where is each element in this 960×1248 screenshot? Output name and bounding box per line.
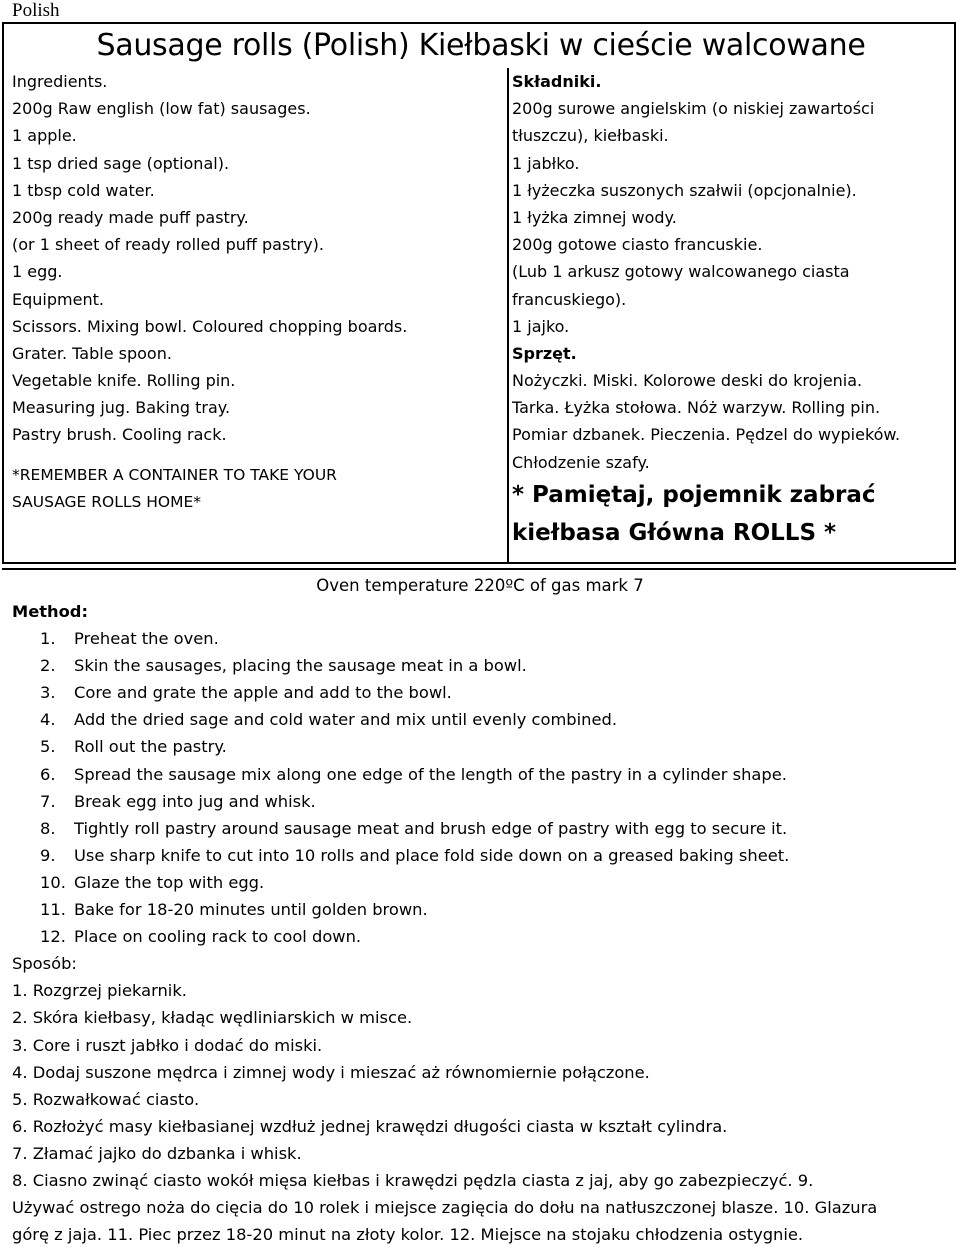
method-heading: Method: (12, 602, 88, 621)
equipment-line-pl: Tarka. Łyżka stołowa. Nóż warzyw. Rolling pin. (512, 398, 881, 418)
ingredient-line: Ingredients. (12, 72, 108, 91)
recipe-title: Sausage rolls (Polish) Kiełbaski w cieście walcowane (96, 28, 866, 63)
equipment-line-pl: Nożyczki. Miski. Kolorowe deski do krojenia. (512, 371, 863, 391)
ingredient-line-pl: 200g surowe angielskim (o niskiej zawartości (512, 99, 875, 119)
equipment-line: Vegetable knife. Rolling pin. (12, 371, 236, 391)
step-text: Preheat the oven. (74, 629, 219, 649)
step-number: 4. (40, 710, 56, 730)
method-step (12, 788, 952, 815)
sposob-line: 4. Dodaj suszone mędrca i zimnej wody i mieszać aż równomiernie połączone. (12, 1062, 650, 1082)
ingredient-line: 200g ready made puff pastry. (12, 207, 249, 227)
step-number: 7. (40, 791, 56, 811)
ingredients-polish (512, 68, 952, 552)
recipe-box (2, 22, 956, 564)
remember-note-english (12, 462, 502, 516)
sposob-line: 6. Rozłożyć masy kiełbasianej wzdłuż jednej krawędzi długości ciasta w kształt cylindra. (12, 1116, 728, 1136)
equipment-line-pl: Pomiar dzbanek. Pieczenia. Pędzel do wypieków. (512, 425, 901, 445)
ingredient-line-pl: (Lub 1 arkusz gotowy walcowanego ciasta (512, 262, 850, 282)
column-divider (507, 68, 509, 562)
method-step (12, 896, 952, 923)
step-text: Tightly roll pastry around sausage meat and brush edge of pastry with egg to secure it. (74, 818, 788, 838)
equipment-line-pl: Chłodzenie szafy. (512, 452, 650, 472)
step-number: 11. (40, 900, 66, 920)
ingredient-line: 1 egg. (12, 262, 63, 282)
step-number: 1. (40, 629, 56, 649)
ingredient-line: 1 tsp dried sage (optional). (12, 153, 230, 173)
step-text: Use sharp knife to cut into 10 rolls and place fold side down on a greased baking sheet. (74, 845, 790, 865)
method-step (12, 679, 952, 706)
remember-note-polish: * Pamiętaj, pojemnik zabrać (512, 481, 876, 508)
ingredient-line-pl: 1 łyżka zimnej wody. (512, 207, 677, 227)
step-number: 9. (40, 845, 56, 865)
ingredient-line-pl: tłuszczu), kiełbaski. (512, 126, 669, 146)
step-text: Place on cooling rack to cool down. (74, 927, 362, 947)
ingredient-line: 1 apple. (12, 126, 77, 146)
sposob-line: górę z jaja. 11. Piec przez 18-20 minut na złoty kolor. 12. Miejsce na stojaku chłodzenia ostygnie. (12, 1225, 804, 1245)
equipment-line: Grater. Table spoon. (12, 343, 172, 363)
step-number: 12. (40, 927, 66, 947)
ingredient-line: 1 tbsp cold water. (12, 180, 155, 200)
step-text: Add the dried sage and cold water and mix until evenly combined. (74, 710, 618, 730)
method-step (12, 923, 952, 950)
language-label: Polish (12, 0, 60, 21)
method-step (12, 706, 952, 733)
oven-temperature: Oven temperature 220ºC of gas mark 7 (316, 576, 644, 595)
sposob-line: 3. Core i ruszt jabłko i dodać do miski. (12, 1035, 323, 1055)
sposob-line: 7. Złamać jajko do dzbanka i whisk. (12, 1143, 302, 1163)
ingredient-line-pl: 1 jajko. (512, 316, 570, 336)
remember-line: SAUSAGE ROLLS HOME* (12, 492, 202, 511)
sposob-line: 1. Rozgrzej piekarnik. (12, 981, 187, 1001)
step-text: Break egg into jug and whisk. (74, 791, 316, 811)
ingredient-line-pl: francuskiego). (512, 289, 627, 309)
ingredients-english (12, 68, 502, 516)
step-number: 5. (40, 737, 56, 757)
section-divider (2, 568, 956, 570)
remember-note-polish: kiełbasa Główna ROLLS * (512, 519, 837, 546)
method-step (12, 761, 952, 788)
step-text: Spread the sausage mix along one edge of the length of the pastry in a cylinder shape. (74, 764, 787, 784)
equipment-heading: Equipment. (12, 289, 104, 309)
step-number: 3. (40, 683, 56, 703)
method-step (12, 625, 952, 652)
method-step (12, 815, 952, 842)
step-text: Glaze the top with egg. (74, 872, 265, 892)
ingredient-line-pl: 1 jabłko. (512, 153, 580, 173)
ingredient-line-pl: 1 łyżeczka suszonych szałwii (opcjonalnie). (512, 180, 857, 200)
step-text: Core and grate the apple and add to the bowl. (74, 683, 452, 703)
method-step (12, 652, 952, 679)
ingredients-pl-heading: Składniki. (512, 72, 602, 91)
step-text: Skin the sausages, placing the sausage meat in a bowl. (74, 656, 527, 676)
method-step (12, 733, 952, 760)
step-number: 10. (40, 872, 66, 892)
method-steps (12, 625, 952, 950)
sposob-line: 5. Rozwałkować ciasto. (12, 1089, 200, 1109)
step-text: Roll out the pastry. (74, 737, 227, 757)
step-number: 6. (40, 764, 56, 784)
sposob-line: Używać ostrego noża do cięcia do 10 rolek i miejsce zagięcia do dołu na natłuszczonej blasze. 10. Glazura (12, 1198, 878, 1218)
method-section (12, 598, 952, 1248)
step-number: 2. (40, 656, 56, 676)
equipment-line: Pastry brush. Cooling rack. (12, 425, 227, 445)
method-step (12, 842, 952, 869)
equipment-pl-heading: Sprzęt. (512, 343, 577, 363)
sposob-line: 2. Skóra kiełbasy, kładąc wędliniarskich w misce. (12, 1008, 413, 1028)
sposob-line: 8. Ciasno zwinąć ciasto wokół mięsa kiełbas i krawędzi pędzla ciasta z jaj, aby go zabezpieczyć. 9. (12, 1170, 814, 1190)
step-number: 8. (40, 818, 56, 838)
ingredient-line: 200g Raw english (low fat) sausages. (12, 99, 311, 119)
ingredient-line-pl: 200g gotowe ciasto francuskie. (512, 235, 763, 255)
remember-line: *REMEMBER A CONTAINER TO TAKE YOUR (12, 465, 337, 484)
equipment-line: Measuring jug. Baking tray. (12, 398, 231, 418)
sposob-heading: Sposób: (12, 954, 77, 974)
step-text: Bake for 18-20 minutes until golden brown. (74, 900, 428, 920)
method-step (12, 869, 952, 896)
equipment-line: Scissors. Mixing bowl. Coloured chopping boards. (12, 316, 408, 336)
ingredient-line: (or 1 sheet of ready rolled puff pastry). (12, 235, 324, 255)
